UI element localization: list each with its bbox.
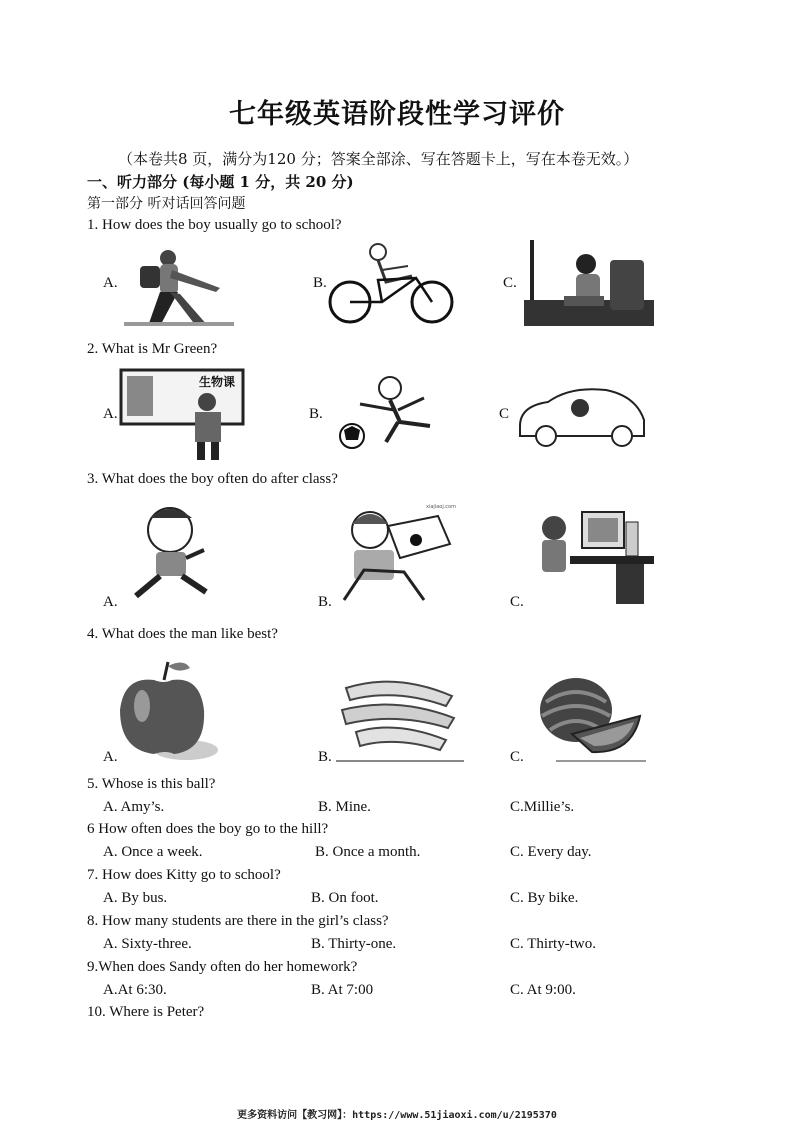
section-heading: 一、听力部分 (每小题 1 分，共 20 分) bbox=[87, 173, 354, 191]
part-heading: 第一部分 听对话回答问题 bbox=[87, 196, 246, 212]
q1-label-b: B. bbox=[313, 275, 327, 291]
computer-boy-picture bbox=[530, 506, 654, 606]
q1-label-a: A. bbox=[103, 275, 118, 291]
q6-option-a: A. Once a week. bbox=[103, 844, 203, 860]
board-sign: 生物课 bbox=[199, 375, 236, 389]
question-4: 4. What does the man like best? bbox=[87, 626, 278, 642]
q5-option-b: B. Mine. bbox=[318, 799, 371, 815]
running-boy-picture bbox=[120, 500, 220, 612]
bus-passenger-picture bbox=[524, 240, 654, 326]
apple-picture bbox=[114, 658, 220, 762]
question-6: 6 How often does the boy go to the hill? bbox=[87, 821, 329, 837]
q5-option-a: A. Amy’s. bbox=[103, 799, 165, 815]
question-1: 1. How does the boy usually go to school? bbox=[87, 217, 342, 233]
q2-label-c: C bbox=[499, 406, 510, 422]
q9-option-a: A.At 6:30. bbox=[103, 982, 167, 998]
q6-option-c: C. Every day. bbox=[510, 844, 592, 860]
question-2: 2. What is Mr Green? bbox=[87, 341, 218, 357]
q8-option-b: B. Thirty-one. bbox=[311, 936, 397, 952]
q7-option-a: A. By bus. bbox=[103, 890, 168, 906]
q7-option-c: C. By bike. bbox=[510, 890, 579, 906]
q3-label-b: B. bbox=[318, 594, 332, 610]
q7-option-b: B. On foot. bbox=[311, 890, 379, 906]
q8-option-c: C. Thirty-two. bbox=[510, 936, 596, 952]
car-driver-picture bbox=[514, 380, 648, 450]
q8-option-a: A. Sixty-three. bbox=[103, 936, 192, 952]
page-title: 七年级英语阶段性学习评价 bbox=[229, 99, 565, 130]
footer-link[interactable]: 更多资料访问【教习网】：https://www.51jiaoxi.com/u/2195370 bbox=[237, 1110, 557, 1121]
question-8: 8. How many students are there in the girl’s class? bbox=[87, 913, 389, 929]
watermelon-picture bbox=[536, 672, 646, 764]
q4-label-a: A. bbox=[103, 749, 118, 765]
q4-label-b: B. bbox=[318, 749, 332, 765]
q9-option-b: B. At 7:00 bbox=[311, 982, 374, 998]
q2-label-a: A. bbox=[103, 406, 118, 422]
bananas-picture bbox=[336, 666, 464, 764]
question-9: 9.When does Sandy often do her homework? bbox=[87, 959, 358, 975]
watermark: xiajiaoj.com bbox=[426, 504, 456, 510]
q3-label-c: C. bbox=[510, 594, 524, 610]
bicycle-boy-picture bbox=[326, 240, 458, 326]
question-7: 7. How does Kitty go to school? bbox=[87, 867, 281, 883]
q3-label-a: A. bbox=[103, 594, 118, 610]
q4-label-c: C. bbox=[510, 749, 524, 765]
walking-man-picture bbox=[120, 244, 238, 328]
q9-option-c: C. At 9:00. bbox=[510, 982, 576, 998]
q1-label-c: C. bbox=[503, 275, 517, 291]
q6-option-b: B. Once a month. bbox=[315, 844, 421, 860]
exam-note: （本卷共8 页，满分为120 分；答案全部涂、写在答题卡上，写在本卷无效。） bbox=[118, 150, 639, 168]
question-10: 10. Where is Peter? bbox=[87, 1004, 205, 1020]
teacher-at-board-picture bbox=[119, 368, 245, 460]
reading-boy-picture bbox=[334, 500, 462, 608]
football-player-picture bbox=[330, 374, 452, 454]
question-5: 5. Whose is this ball? bbox=[87, 776, 216, 792]
q2-label-b: B. bbox=[309, 406, 323, 422]
question-3: 3. What does the boy often do after class? bbox=[87, 471, 338, 487]
q5-option-c: C.Millie’s. bbox=[510, 799, 575, 815]
